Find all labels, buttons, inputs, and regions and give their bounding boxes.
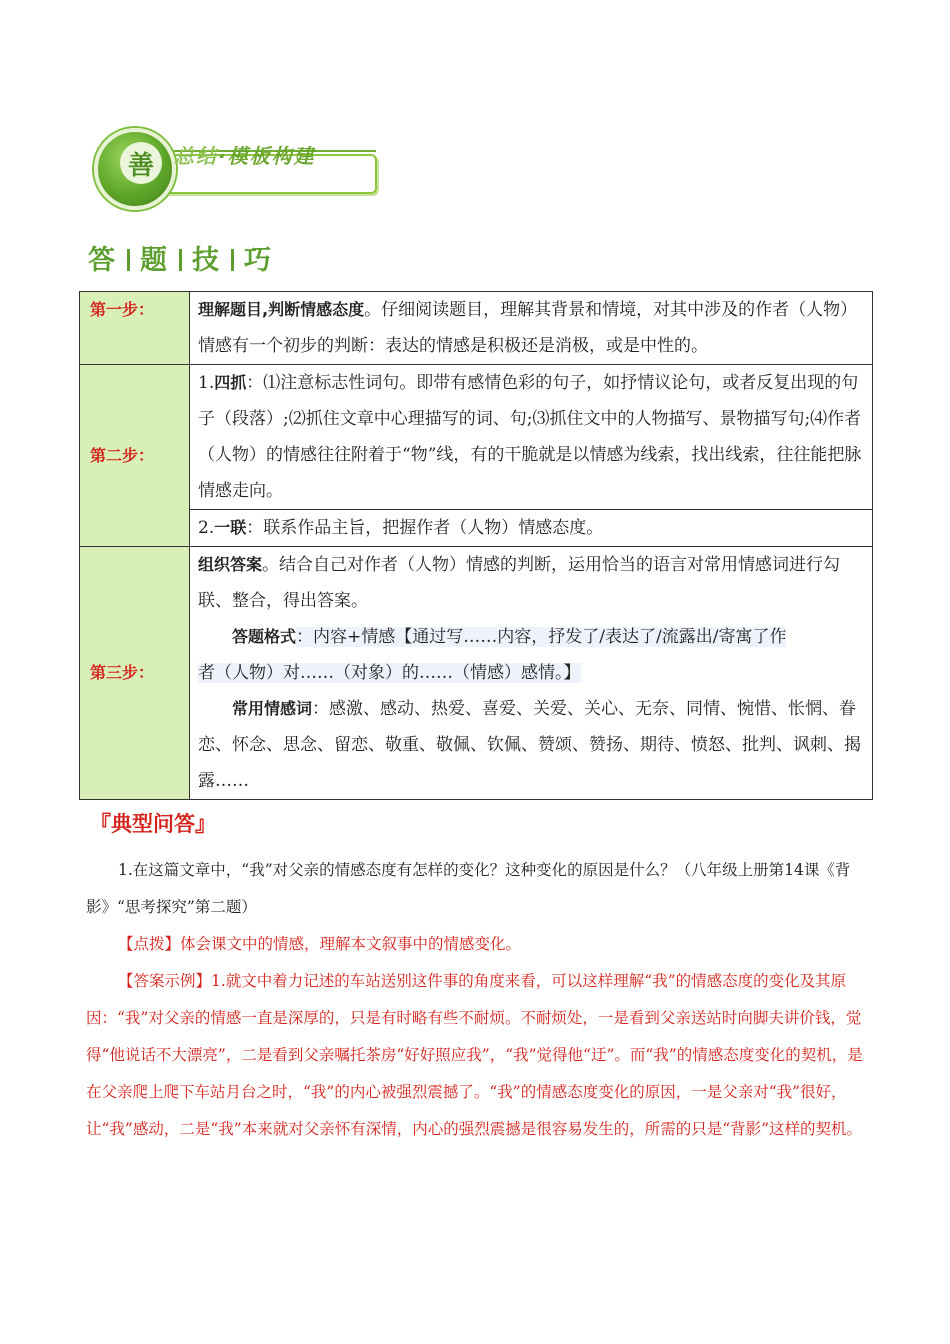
step2-row [80, 365, 873, 510]
step1-content [190, 292, 873, 365]
step2-item1-keyword: 四抓 [214, 373, 247, 392]
section-title-part: 题 [140, 245, 169, 276]
title-separator [179, 249, 182, 271]
step2-item2 [190, 510, 873, 547]
step3-label: 第三步： [80, 547, 190, 800]
step3-format-text-a: ：内容+情感【通过写……内容，抒发了/表达了/流露出/寄寓了作 [296, 627, 787, 647]
steps-table [79, 291, 873, 800]
banner-badge-char: 善 [120, 142, 162, 184]
step3-format-label: 答题格式 [232, 627, 297, 646]
step1-keyword: 理解题目,判断情感态度 [198, 300, 365, 319]
step3-keyword: 组织答案 [198, 555, 263, 574]
step2-item1 [190, 365, 873, 510]
qa-answer: 【答案示例】1.就文中着力记述的车站送别这件事的角度来看，可以这样理解“我”的情感态度的变化及其原因：“我”对父亲的情感一直是深厚的，只是有时略有些不耐烦。不耐烦处，一是看到父亲送站时向脚夫讲价钱，觉得“他说话不大漂亮”，二是看到父亲嘱托茶房“好好照应我”，“我”觉得他“迂”。而“我”的情感态度变化的契机，是在父亲爬上爬下车站月台之时，“我”的内心被强烈震撼了。“我”的情感态度变化的原因，一是父亲对“我”很好，让“我”感动，二是“我”本来就对父亲怀有深情，内心的强烈震撼是很容易发生的，所需的只是“背影”这样的契机。 [86, 972, 863, 1138]
step2-item1-text: ：⑴注意标志性词句。即带有感情色彩的句子，如抒情议论句，或者反复出现的句子（段落）;⑵抓住文章中心理描写的词、句;⑶抓住文中的人物描写、景物描写句;⑷作者（人物）的情感往往附着于“物”线，有的干脆就是以情感为线索，找出线索，往往能把脉情感走向。 [198, 373, 862, 501]
step2-item2-text: ：联系作品主旨，把握作者（人物）情感态度。 [246, 518, 604, 538]
step3-format-text-b: 者（人物）对……（对象）的……（情感）感情。】 [198, 663, 581, 683]
qa-heading: 『典型问答』 [90, 811, 216, 836]
qa-hint: 【点拨】体会课文中的情感，理解本文叙事中的情感变化。 [118, 935, 522, 953]
section-title-part: 巧 [244, 245, 273, 276]
section-title-part: 答 [88, 245, 117, 276]
step2-item1-num: 1. [198, 373, 215, 393]
step3-format-line2 [198, 655, 864, 691]
title-separator [231, 249, 234, 271]
step2-item2-num: 2. [198, 518, 215, 538]
step2-label: 第二步： [80, 365, 190, 547]
section-banner [88, 128, 388, 208]
qa-section [86, 852, 868, 1148]
step2-row-2 [80, 510, 873, 547]
section-title-part: 技 [192, 245, 221, 276]
qa-question: 1.在这篇文章中，“我”对父亲的情感态度有怎样的变化？这种变化的原因是什么？（八年级上册第14课《背影》“思考探究”第二题） [86, 861, 851, 916]
step2-item2-keyword: 一联 [214, 518, 247, 537]
title-separator [127, 249, 130, 271]
step3-words-text: ：感激、感动、热爱、喜爱、关爱、关心、无奈、同情、惋惜、怅惘、眷恋、怀念、思念、留恋、敬重、敬佩、钦佩、赞颂、赞扬、期待、愤怒、批判、讽刺、揭露…… [198, 699, 861, 791]
banner-title [174, 140, 316, 169]
step3-row [80, 547, 873, 800]
step3-intro [198, 547, 864, 619]
banner-badge-icon [94, 128, 176, 210]
step3-format [198, 619, 864, 655]
step3-words [198, 691, 864, 799]
banner-title-prefix: 总结 [174, 144, 218, 168]
step1-label: 第一步： [80, 292, 190, 365]
step3-content [190, 547, 873, 800]
step1-row [80, 292, 873, 365]
section-title [88, 238, 273, 277]
banner-title-main: 模板构建 [227, 144, 316, 168]
step1-text: 。仔细阅读题目，理解其背景和情境，对其中涉及的作者（人物）情感有一个初步的判断：表达的情感是积极还是消极，或是中性的。 [198, 300, 858, 356]
step3-words-label: 常用情感词 [232, 699, 313, 718]
step3-text: 。结合自己对作者（人物）情感的判断，运用恰当的语言对常用情感词进行勾联、整合，得出答案。 [198, 555, 841, 611]
banner-title-dot: · [218, 144, 228, 168]
